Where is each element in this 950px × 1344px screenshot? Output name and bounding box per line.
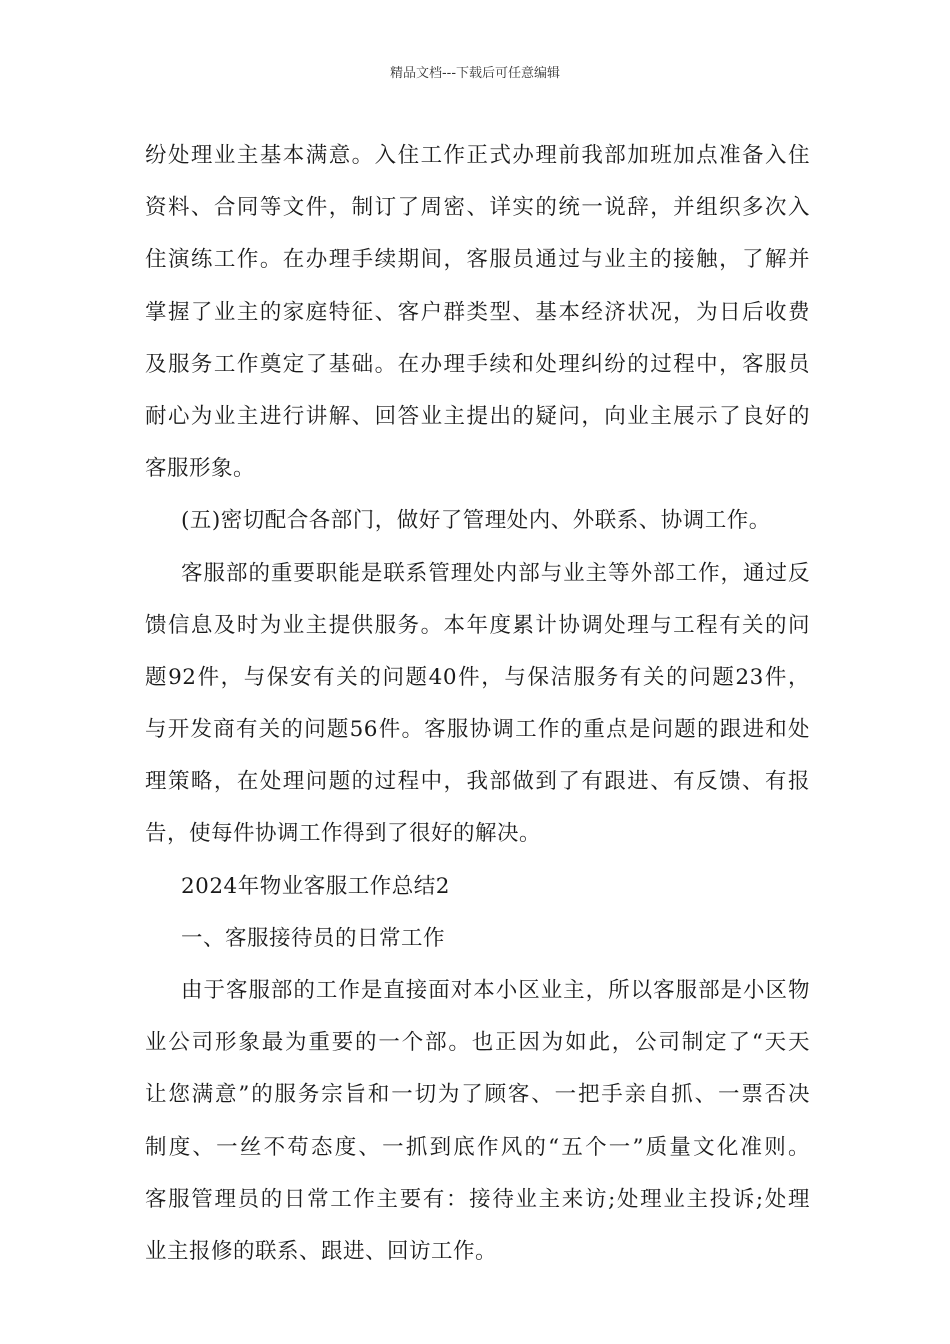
text-line: 馈信息及时为业主提供服务。本年度累计协调处理与工程有关的问 — [145, 612, 810, 638]
text-line: 理策略，在处理问题的过程中，我部做到了有跟进、有反馈、有报 — [145, 769, 810, 795]
document-body — [145, 130, 810, 1278]
text-line: 题92件，与保安有关的问题40件，与保洁服务有关的问题23件， — [145, 664, 810, 690]
text-line: (五)密切配合各部门，做好了管理处内、外联系、协调工作。 — [181, 508, 771, 534]
text-line: 及服务工作奠定了基础。在办理手续和处理纠纷的过程中，客服员 — [145, 351, 810, 377]
text-line: 业主报修的联系、跟进、回访工作。 — [145, 1238, 498, 1264]
text-line: 让您满意”的服务宗旨和一切为了顾客、一把手亲自抓、一票否决 — [145, 1082, 810, 1108]
text-line: 资料、合同等文件，制订了周密、详实的统一说辞，并组织多次入 — [145, 195, 810, 221]
text-line: 纷处理业主基本满意。入住工作正式办理前我部加班加点准备入住 — [145, 143, 810, 168]
text-line: 耐心为业主进行讲解、回答业主提出的疑问，向业主展示了良好的 — [145, 403, 810, 429]
text-line: 掌握了业主的家庭特征、客户群类型、基本经济状况，为日后收费 — [145, 299, 810, 325]
text-line: 一、客服接待员的日常工作 — [181, 925, 446, 951]
text-line: 业公司形象最为重要的一个部。也正因为如此，公司制定了“天天 — [145, 1030, 810, 1056]
text-line: 与开发商有关的问题56件。客服协调工作的重点是问题的跟进和处 — [145, 717, 810, 743]
text-line: 住演练工作。在办理手续期间，客服员通过与业主的接触，了解并 — [145, 247, 810, 273]
page-header: 精品文档---下载后可任意编辑 — [389, 66, 561, 81]
text-line: 制度、一丝不苟态度、一抓到底作风的“五个一”质量文化准则。 — [145, 1134, 810, 1160]
text-line: 由于客服部的工作是直接面对本小区业主，所以客服部是小区物 — [181, 978, 810, 1003]
text-line: 客服管理员的日常工作主要有：接待业主来访;处理业主投诉;处理 — [145, 1186, 810, 1212]
text-line: 客服部的重要职能是联系管理处内部与业主等外部工作，通过反 — [181, 560, 810, 586]
text-line: 告，使每件协调工作得到了很好的解决。 — [145, 821, 542, 847]
text-line: 客服形象。 — [145, 456, 256, 482]
text-line: 2024年物业客服工作总结2 — [181, 873, 450, 899]
